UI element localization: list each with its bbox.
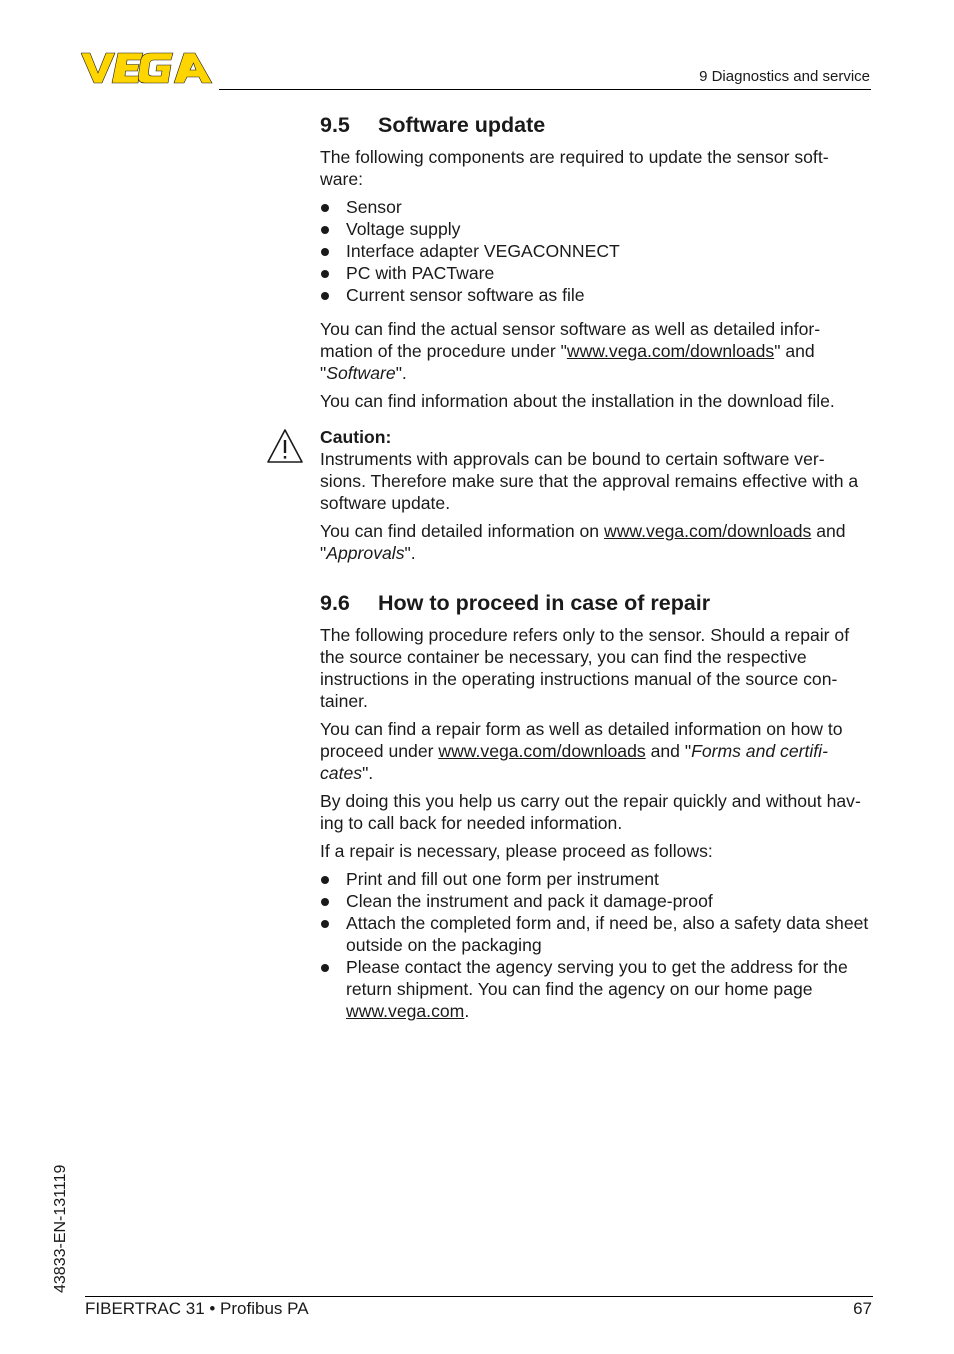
- warning-icon: [266, 428, 304, 464]
- homepage-link[interactable]: www.vega.com: [346, 1001, 465, 1021]
- section-title: Software update: [378, 113, 546, 137]
- caution-text: Instruments with approvals can be bound to certain software ver- sions. Therefore make sure that the approval remains effective with a software update.: [320, 449, 859, 513]
- text: Please contact the agency serving you to get the address for the return shipment. You can find the agency on our home page: [346, 957, 848, 999]
- list-item: PC with PACTware: [320, 262, 872, 284]
- paragraph: You can find information about the installation in the download file.: [320, 391, 835, 411]
- text: and ": [320, 521, 846, 563]
- list-item: Voltage supply: [320, 218, 872, 240]
- section-9-5-heading: [320, 110, 872, 140]
- header-divider: [219, 89, 871, 90]
- italic-term: Approvals: [326, 543, 405, 563]
- footer-divider: [85, 1296, 873, 1297]
- list-item: [320, 956, 872, 1022]
- caution-block: [320, 426, 872, 564]
- paragraph: [320, 718, 872, 784]
- section-9-6: [320, 588, 872, 1022]
- list-item: Sensor: [320, 196, 872, 218]
- text: ".: [395, 363, 407, 383]
- section-title: How to proceed in case of repair: [378, 591, 711, 615]
- chapter-header: 9 Diagnostics and service: [699, 68, 870, 85]
- text: and ": [645, 741, 692, 761]
- section-number: 9.6: [320, 591, 350, 615]
- text: ".: [362, 763, 374, 783]
- page-number: 67: [853, 1299, 872, 1318]
- text: You can find a repair form as well as detailed information on how to proceed under: [320, 719, 843, 761]
- italic-term: Software: [326, 363, 396, 383]
- downloads-link[interactable]: www.vega.com/downloads: [438, 741, 646, 761]
- downloads-link[interactable]: www.vega.com/downloads: [566, 341, 775, 361]
- text: ".: [404, 543, 416, 563]
- paragraph: [320, 318, 872, 384]
- document-id: 43833-EN-131119: [52, 1164, 69, 1293]
- paragraph: If a repair is necessary, please proceed as follows:: [320, 841, 713, 861]
- list-item: Attach the completed form and, if need be, also a safety data sheet outside on the packaging: [320, 912, 872, 956]
- vega-logo: [81, 52, 213, 84]
- main-content: [320, 110, 872, 1034]
- repair-steps-list: [320, 868, 872, 1022]
- paragraph: The following components are required to update the sensor soft- ware:: [320, 147, 829, 189]
- components-list: [320, 196, 872, 306]
- caution-title: Caution:: [320, 427, 392, 447]
- list-item: Print and fill out one form per instrument: [320, 868, 872, 890]
- footer-product: FIBERTRAC 31 • Profibus PA: [85, 1299, 309, 1318]
- paragraph: The following procedure refers only to the sensor. Should a repair of the source container be necessary, you can find the respective instructions in the operating instructions manual of the source con- tainer.: [320, 625, 850, 711]
- downloads-link[interactable]: www.vega.com/downloads: [603, 521, 812, 541]
- paragraph: [320, 520, 872, 564]
- text: .: [464, 1001, 470, 1021]
- list-item: Current sensor software as file: [320, 284, 872, 306]
- italic-term: Forms and certifi- cates: [320, 741, 828, 783]
- section-number: 9.5: [320, 113, 350, 137]
- text: You can find detailed information on: [320, 521, 604, 541]
- list-item: Clean the instrument and pack it damage-proof: [320, 890, 872, 912]
- paragraph: By doing this you help us carry out the repair quickly and without hav- ing to call back for needed information.: [320, 791, 861, 833]
- text: You can find the actual sensor software as well as detailed infor- mation of the procedure under ": [320, 319, 821, 361]
- list-item: Interface adapter VEGACONNECT: [320, 240, 872, 262]
- section-9-6-heading: [320, 588, 872, 618]
- text: " and ": [320, 341, 815, 383]
